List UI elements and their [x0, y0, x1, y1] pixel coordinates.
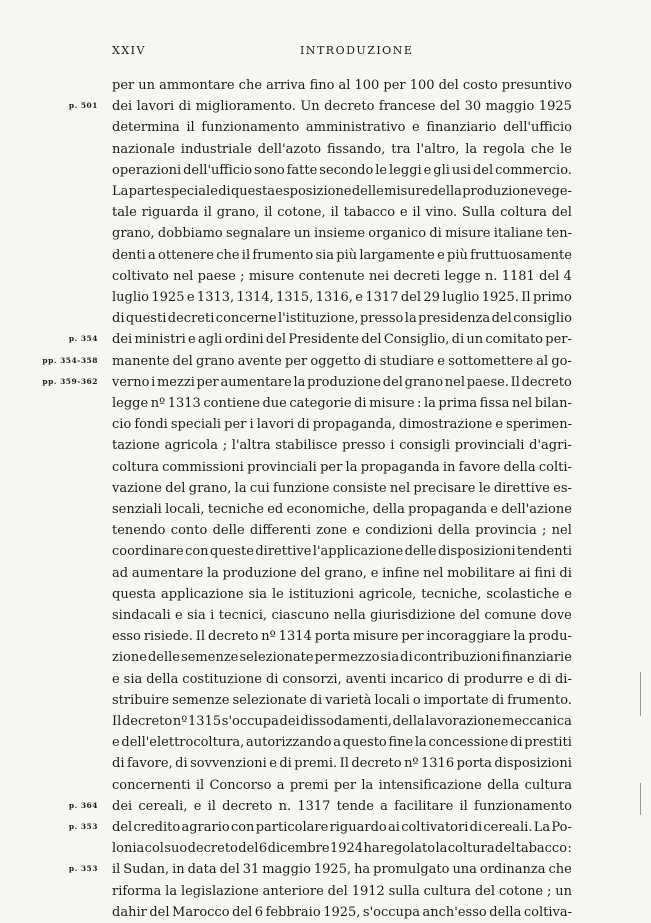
text-line: dei lavori di miglioramento. Un decreto francese del 30 maggio 1925	[112, 99, 572, 115]
page-edge-mark	[640, 783, 641, 815]
text-line: esso risiede. Il decreto nº 1314 porta misure per incoraggiare la produ-	[112, 629, 572, 645]
text-line: dei ministri e agli ordini del Presidente del Consiglio, di un comitato per-	[112, 332, 572, 348]
text-line: senziali locali, tecniche ed economiche, della propaganda e dell'azione	[112, 502, 572, 517]
text-line: del credito agrario con particolare riguardo ai coltivatori di cereali. La Po-	[112, 820, 572, 835]
text-line: tale riguarda il grano, il cotone, il tabacco e il vino. Sulla coltura del	[112, 205, 572, 221]
running-title: INTRODUZIONE	[300, 44, 414, 57]
text-line: lonia col suo decreto del 6 dicembre 1924 ha regolato la coltura del tabacco :	[112, 841, 572, 857]
text-line: riforma la legislazione anteriore del 1912 sulla cultura del cotone ; un	[112, 883, 572, 899]
margin-reference: p. 354	[68, 334, 98, 344]
text-line: determina il funzionamento amministrativo e finanziario dell'ufficio	[112, 120, 572, 136]
text-line: e sia della costituzione di consorzi, aventi incarico di produrre e di di-	[112, 671, 572, 687]
text-line: nazionale industriale dell'azoto fissando, tra l'altro, la regola che le	[112, 141, 572, 157]
text-line: ad aumentare la produzione del grano, e infine nel mobilitare ai fini di	[112, 565, 572, 581]
margin-reference: p. 364	[68, 800, 98, 810]
text-line: luglio 1925 e 1313, 1314, 1315, 1316, e 1317 del 29 luglio 1925. Il primo	[112, 290, 572, 305]
text-line: per un ammontare che arriva fino al 100 per 100 del costo presuntivo	[112, 78, 572, 93]
text-line: cio fondi speciali per i lavori di propaganda, dimostrazione e sperimen-	[112, 417, 572, 433]
margin-reference: p. 501	[68, 101, 98, 111]
text-line: dahir del Marocco del 6 febbraio 1925, s'occupa anch'esso della coltiva-	[112, 904, 572, 920]
page-number: XXIV	[112, 44, 146, 57]
text-line: vazione del grano, la cui funzione consiste nel precisare le direttive es-	[112, 480, 572, 496]
text-line: e dell'elettrocoltura, autorizzando a questo fine la concessione di prestiti	[112, 735, 572, 751]
text-line: coordinare con queste direttive l'applicazione delle disposizioni tendenti	[112, 544, 572, 560]
margin-reference: pp. 354-358	[42, 355, 98, 365]
margin-reference: p. 353	[68, 864, 98, 874]
text-line: operazioni dell'ufficio sono fatte secondo le leggi e gli usi del commercio.	[112, 162, 572, 178]
text-line: verno i mezzi per aumentare la produzione del grano nel paese. Il decreto	[112, 374, 572, 390]
text-line: grano, dobbiamo segnalare un insieme organico di misure italiane ten-	[112, 226, 572, 242]
text-line: concernenti il Concorso a premi per la intensificazione della cultura	[112, 777, 572, 793]
text-line: La parte speciale di questa esposizione delle misure della produzione vege-	[112, 184, 572, 199]
text-line: tazione agricola ; l'altra stabilisce presso i consigli provinciali d'agri-	[112, 438, 572, 454]
text-line: Il decreto nº 1315 s'occupa dei dissodamenti, della lavorazione meccanica	[112, 714, 572, 729]
text-line: stribuire semenze selezionate di varietà locali o importate di frumento.	[112, 692, 572, 708]
text-line: zione delle semenze selezionate per mezzo sia di contribuzioni finanziarie	[112, 650, 572, 666]
text-line: denti a ottenere che il frumento sia più largamente e più fruttuosamente	[112, 247, 572, 263]
text-line: legge nº 1313 contiene due categorie di misure : la prima fissa nel bilan-	[112, 396, 572, 411]
text-line: questa applicazione sia le istituzioni agricole, tecniche, scolastiche e	[112, 586, 572, 602]
page-edge-mark	[640, 672, 641, 716]
margin-reference: p. 353	[68, 822, 98, 831]
text-line: dei cereali, e il decreto n. 1317 tende a facilitare il funzionamento	[112, 798, 572, 814]
text-line: il Sudan, in data del 31 maggio 1925, ha promulgato una ordinanza che	[112, 862, 572, 878]
running-header	[112, 44, 572, 60]
text-line: di questi decreti concerne l'istituzione, presso la presidenza del consiglio	[112, 311, 572, 327]
text-line: coltura commissioni provinciali per la propaganda in favore della colti-	[112, 459, 572, 475]
text-line: coltivato nel paese ; misure contenute nei decreti legge n. 1181 del 4	[112, 268, 572, 284]
text-line: sindacali e sia i tecnici, ciascuno nella giurisdizione del comune dove	[112, 608, 572, 623]
margin-reference: pp. 359-362	[42, 376, 98, 386]
text-line: tenendo conto delle differenti zone e condizioni della provincia ; nel	[112, 523, 572, 539]
text-line: di favore, di sovvenzioni e di premi. Il decreto nº 1316 porta disposizioni	[112, 756, 572, 772]
text-line: manente del grano avente per oggetto di studiare e sottomettere al go-	[112, 353, 572, 369]
